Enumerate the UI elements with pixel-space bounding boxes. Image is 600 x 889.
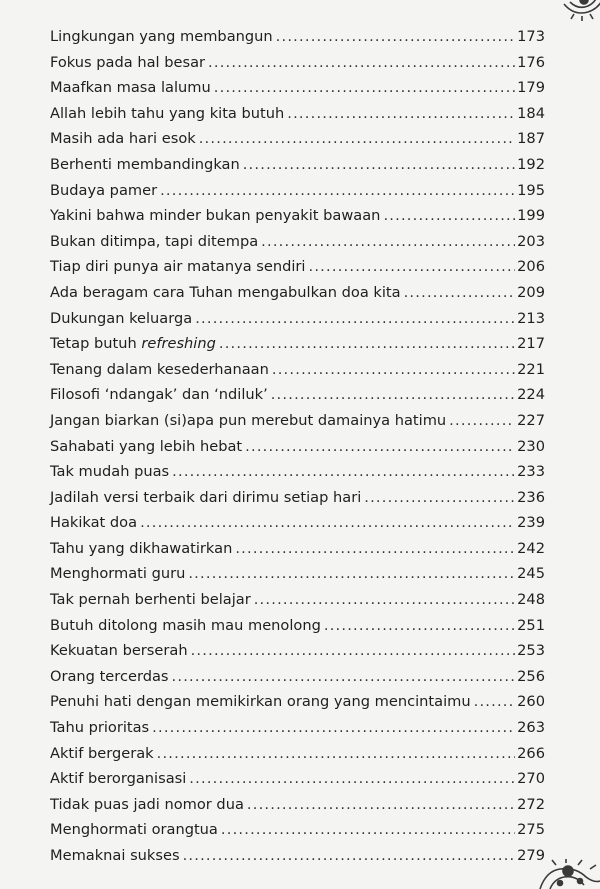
toc-entry (50, 50, 545, 76)
toc-entry-title (50, 101, 284, 127)
toc-leader-dots (271, 382, 515, 408)
toc-entry-title-text: Kekuatan berserah (50, 642, 188, 660)
toc-page-number: 270 (517, 770, 545, 788)
toc-page-number: 195 (517, 181, 545, 199)
toc-leader-dots (474, 689, 516, 715)
toc-entry (50, 357, 545, 383)
toc-page-number: 187 (517, 130, 545, 148)
toc-entry-title-text: Fokus pada hal besar (50, 53, 206, 71)
toc-page-number: 279 (517, 847, 545, 864)
toc-entry-title-text: Tidak puas jadi nomor dua (50, 795, 244, 813)
toc-entry-title (50, 792, 244, 818)
toc-entry-title-text: Tiap diri punya air matanya sendiri (50, 258, 306, 276)
toc-entry (50, 843, 545, 869)
toc-entry-title (50, 510, 137, 536)
toc-entry-title (50, 50, 205, 76)
toc-entry (50, 254, 545, 280)
toc-entry-title-text: Tahu prioritas (50, 719, 150, 737)
toc-entry-title-text: Orang tercerdas (50, 667, 169, 685)
toc-entry-title-text: Masih ada hari esok (50, 130, 196, 148)
toc-page-number: 253 (517, 642, 545, 660)
toc-entry (50, 510, 545, 536)
toc-page-number: 245 (517, 565, 545, 583)
toc-entry (50, 75, 545, 101)
toc-entry (50, 382, 545, 408)
toc-entry-title-text: Jadilah versi terbaik dari dirimu setiap hari (50, 488, 362, 506)
toc-entry (50, 229, 545, 255)
toc-entry-title-text: Allah lebih tahu yang kita butuh (50, 104, 285, 122)
toc-entry-title-text: Penuhi hati dengan memikirkan orang yang mencintaimu (50, 693, 471, 711)
toc-entry (50, 178, 545, 204)
toc-entry-title (50, 178, 157, 204)
toc-leader-dots (235, 536, 515, 562)
toc-entry-title (50, 408, 446, 434)
toc-leader-dots (247, 792, 515, 818)
toc-leader-dots (160, 178, 515, 204)
toc-page-number: 199 (517, 207, 545, 225)
toc-entry-title (50, 587, 251, 613)
toc-entry-title (50, 817, 218, 843)
toc-entry-title (50, 843, 180, 869)
toc-leader-dots (324, 613, 515, 639)
toc-entry-title-emphasis: refreshing (141, 335, 216, 353)
toc-page-number: 209 (517, 283, 545, 301)
toc-leader-dots (140, 510, 515, 536)
toc-page-number: 230 (517, 437, 545, 455)
toc-entry (50, 331, 545, 357)
toc-entry-title-text: Yakini bahwa minder bukan penyakit bawaan (50, 207, 381, 225)
toc-entry-title-text: Dukungan keluarga (50, 309, 193, 327)
toc-page-number: 266 (517, 744, 545, 762)
toc-entry-title-text: Berhenti membandingkan (50, 155, 240, 173)
toc-entry-title (50, 75, 211, 101)
toc-page-number: 236 (517, 488, 545, 506)
toc-leader-dots (191, 638, 516, 664)
toc-leader-dots (383, 203, 515, 229)
toc-entry-title-text: Tetap butuh (50, 335, 142, 353)
toc-page-number: 213 (517, 309, 545, 327)
toc-entry (50, 766, 545, 792)
toc-leader-dots (245, 434, 515, 460)
toc-entry-title-text: Tak mudah puas (50, 463, 170, 481)
toc-entry (50, 24, 545, 50)
toc-entry-title-text: Memaknai sukses (50, 847, 180, 864)
toc-entry (50, 817, 545, 843)
toc-entry-title (50, 382, 268, 408)
toc-entry (50, 638, 545, 664)
toc-leader-dots (221, 817, 515, 843)
toc-entry-title (50, 561, 185, 587)
toc-entry-title (50, 434, 242, 460)
toc-entry-title (50, 715, 149, 741)
toc-entry (50, 152, 545, 178)
toc-entry (50, 485, 545, 511)
toc-leader-dots (152, 715, 515, 741)
toc-entry (50, 689, 545, 715)
toc-leader-dots (157, 741, 516, 767)
toc-entry-title-text: Filosofi ‘ndangak’ dan ‘ndiluk’ (50, 386, 268, 404)
toc-entry-title-text: Menghormati guru (50, 565, 186, 583)
toc-entry-title (50, 613, 321, 639)
toc-entry-title-text: Budaya pamer (50, 181, 158, 199)
toc-entry-title (50, 741, 154, 767)
toc-entry (50, 203, 545, 229)
toc-entry (50, 587, 545, 613)
toc-page-number: 248 (517, 591, 545, 609)
toc-page-number: 206 (517, 258, 545, 276)
toc-entry-title (50, 254, 306, 280)
toc-entry-title-text: Tak pernah berhenti belajar (50, 591, 251, 609)
corner-ornament-icon (560, 0, 600, 22)
table-of-contents (50, 24, 545, 869)
toc-entry (50, 280, 545, 306)
toc-entry (50, 101, 545, 127)
toc-entry-title-text: Aktif bergerak (50, 744, 154, 762)
toc-entry (50, 434, 545, 460)
toc-leader-dots (183, 843, 516, 869)
toc-entry (50, 613, 545, 639)
toc-page-number: 251 (517, 616, 545, 634)
toc-entry (50, 664, 545, 690)
toc-entry (50, 536, 545, 562)
toc-page-number: 203 (517, 232, 545, 250)
toc-entry (50, 741, 545, 767)
toc-entry (50, 715, 545, 741)
toc-entry-title (50, 357, 269, 383)
toc-page-number: 179 (517, 79, 545, 97)
toc-leader-dots (188, 561, 515, 587)
toc-page-number: 263 (517, 719, 545, 737)
toc-entry-title-text: Menghormati orangtua (50, 821, 218, 839)
toc-entry-title-text: Bukan ditimpa, tapi ditempa (50, 232, 259, 250)
toc-entry (50, 126, 545, 152)
toc-entry-title (50, 126, 196, 152)
toc-page-number: 173 (517, 28, 545, 45)
toc-leader-dots (276, 24, 515, 50)
toc-entry (50, 561, 545, 587)
toc-entry-title (50, 280, 401, 306)
toc-leader-dots (172, 459, 515, 485)
toc-entry-title (50, 536, 232, 562)
toc-entry-title-text: Aktif berorganisasi (50, 770, 187, 788)
toc-page-number: 275 (517, 821, 545, 839)
toc-entry-title (50, 203, 380, 229)
toc-leader-dots (199, 126, 515, 152)
toc-entry-title-text: Ada beragam cara Tuhan mengabulkan doa kita (50, 283, 401, 301)
toc-leader-dots (219, 331, 515, 357)
toc-entry-title (50, 459, 169, 485)
toc-page-number: 242 (517, 539, 545, 557)
toc-page-number: 233 (517, 463, 545, 481)
toc-leader-dots (309, 254, 516, 280)
toc-entry (50, 306, 545, 332)
toc-entry-title (50, 24, 273, 50)
toc-entry-title-text: Hakikat doa (50, 514, 138, 532)
toc-leader-dots (189, 766, 515, 792)
toc-page-number: 184 (517, 104, 545, 122)
toc-page-number: 260 (517, 693, 545, 711)
toc-leader-dots (195, 306, 515, 332)
toc-page-number: 217 (517, 335, 545, 353)
toc-leader-dots (243, 152, 515, 178)
toc-leader-dots (261, 229, 515, 255)
toc-leader-dots (254, 587, 515, 613)
toc-leader-dots (272, 357, 515, 383)
toc-page-number: 256 (517, 667, 545, 685)
toc-page-number: 272 (517, 795, 545, 813)
toc-entry (50, 408, 545, 434)
toc-entry-title-text: Tahu yang dikhawatirkan (50, 539, 233, 557)
toc-page-number: 221 (517, 360, 545, 378)
toc-entry-title-text: Tenang dalam kesederhanaan (50, 360, 269, 378)
toc-page-number: 224 (517, 386, 545, 404)
toc-entry-title-text: Sahabati yang lebih hebat (50, 437, 243, 455)
toc-entry-title-text: Maafkan masa lalumu (50, 79, 211, 97)
toc-leader-dots (214, 75, 515, 101)
toc-entry-title-text: Jangan biarkan (si)apa pun merebut damainya hatimu (50, 411, 447, 429)
toc-leader-dots (287, 101, 515, 127)
toc-entry-title (50, 152, 240, 178)
toc-leader-dots (172, 664, 516, 690)
toc-entry-title (50, 689, 471, 715)
toc-leader-dots (364, 485, 515, 511)
toc-entry (50, 459, 545, 485)
toc-entry (50, 792, 545, 818)
toc-page-number: 192 (517, 155, 545, 173)
toc-entry-title (50, 331, 216, 357)
toc-entry-title (50, 306, 192, 332)
toc-entry-title (50, 485, 361, 511)
toc-page-number: 176 (517, 53, 545, 71)
corner-ornament-icon (536, 859, 600, 889)
toc-leader-dots (208, 50, 515, 76)
toc-entry-title (50, 664, 169, 690)
toc-page-number: 239 (517, 514, 545, 532)
toc-leader-dots (404, 280, 516, 306)
toc-entry-title (50, 766, 186, 792)
toc-page-number: 227 (517, 411, 545, 429)
toc-entry-title-text: Butuh ditolong masih mau menolong (50, 616, 321, 634)
toc-entry-title (50, 638, 188, 664)
toc-entry-title (50, 229, 258, 255)
toc-leader-dots (449, 408, 515, 434)
toc-entry-title-text: Lingkungan yang membangun (50, 28, 273, 45)
